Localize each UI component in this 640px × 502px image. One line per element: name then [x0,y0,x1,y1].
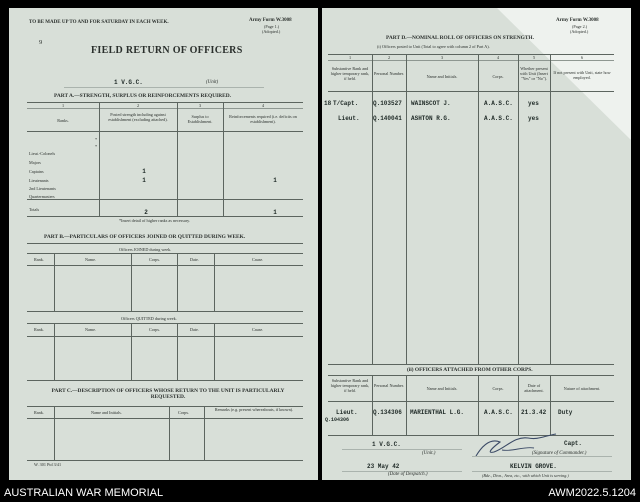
form-title: FIELD RETURN OF OFFICERS [91,45,243,56]
rank-label: 2nd Lieutenants [29,186,56,191]
corps: A.A.S.C. [484,100,513,107]
part-c-title: PART C.—DESCRIPTION OF OFFICERS WHOSE RETURN TO THE UNIT IS PARTICULARLY REQUESTED. [51,388,285,400]
col-rank: Rank. [34,327,44,332]
col-date: Date. [190,257,199,262]
archive-caption: AUSTRALIAN WAR MEMORIAL [4,487,164,499]
total-reinf: 1 [273,209,277,216]
form-number: Army Form W.3008 [249,18,292,23]
col-rank: Rank. [34,257,44,262]
col-head-date: Date of attachment. [524,383,544,393]
top-instruction: TO BE MADE UP TO AND FOR SATURDAY IN EACH WEEK. [29,20,169,25]
name: MARIENTHAL L.G. [410,409,465,416]
col-head-posted: Posted strength including against establishment (excluding attached). [108,112,168,122]
rank-label: Captains [29,169,44,174]
despatch-label: (Date of Despatch.) [388,472,428,477]
col-cause: Cause. [252,327,264,332]
signature-label: (Signature of Commander.) [532,451,587,456]
present: yes [528,115,539,122]
station: KELVIN GROVE. [510,463,557,470]
present: yes [528,100,539,107]
rank: T/Capt. [333,100,359,107]
footnote-a: *Insert detail of higher ranks as necessary. [119,218,191,223]
col-name: Name. [85,257,97,262]
col-head-corps: Corps. [492,386,504,391]
rank-number: Q.104306 [325,417,350,423]
part-a-title: PART A.—STRENGTH, SURPLUS OR REINFORCEMENTS REQUIRED. [54,93,231,99]
col-date: Date. [190,327,199,332]
part-d-title: PART D.—NOMINAL ROLL OF OFFICERS ON STRENGTH. [386,35,534,41]
col-head-name: Name and Initials. [426,74,458,79]
page-number: (Page 1.) [264,24,280,29]
part-b-title: PART B.—PARTICULARS OF OFFICERS JOINED OR QUITTED DURING WEEK. [44,234,246,240]
personal-number: Q.134306 [373,409,402,416]
joined-title: Officers JOINED during week. [119,247,172,252]
col-head-name: Name and Initials. [426,386,458,391]
name: WAINSCOT J. [411,100,451,107]
col-corps: Corps. [149,257,161,262]
unit-value: 1 V.G.C. [114,79,143,86]
name: ASHTON R.G. [411,115,451,122]
quitted-title: Officers QUITTED during week. [121,316,177,321]
adopted-note: (Adopted.) [570,29,589,34]
col-num-2: 2 [136,103,140,108]
col-num-4: 4 [261,103,265,108]
col-head-surplus: Surplus to Establishment. [187,114,213,124]
col-remarks: Remarks (e.g. present whereabouts, if known). [214,407,294,412]
col-head-ranks: Ranks. [57,118,69,123]
footer-unit: 1 V.G.C. [372,441,401,448]
part-d-subtitle: (i) Officers posted to Unit (Total to agree with column 2 of Part A). [377,44,490,49]
col-head-number: Personal Number. [373,71,404,76]
attach-date: 21.3.42 [521,409,547,416]
rank-prefix: 18 [324,100,332,107]
unit-line [64,87,264,88]
form-page-2: Army Form W.3008 (Page 2.) (Adopted.) PART D.—NOMINAL ROLL OF OFFICERS ON STRENGTH. (i) Officers posted to Unit (Total to agree with column 2 of Part A). 1 2 3 4 5 6 Substantive Rank and higher temporary rank, if held. Personal Number. Name and Initials. Corps. Whether present with Unit (Insert "Yes" or "No"). If not present with Unit, state how employed. 18 T/Capt. Q.103527 WAINSCOT J. A.A.S.C. yes Lieut. Q.140041 ASHTON R.G. A.A.S.C. yes (ii) OFFICERS ATTACHED FROM OTHER CORPS. Substantive Rank and higher temporary rank, if held. Personal Number. Name and Initials. Corps. Date of attachment. Nature of attachment. Lieut. Q.104306 Q.134306 MARIENTHAL L.G. A.A.S.C. 21.3.42 Duty 1 V.G.C. (Unit.) 23 May 42 (Date of Despatch.) Capt. (Signature of Commander.) KELVIN GROVE. (Bde., Divn., Area, etc., with which Unit is serving.) [322,8,631,480]
col-head-rank: Substantive Rank and higher temporary rank, if held. [330,66,370,81]
adopted-note: (Adopted.) [262,29,281,34]
personal-number: Q.103527 [373,100,402,107]
col-corps: Corps. [178,410,190,415]
accession-number: AWM2022.5.1204 [548,487,636,499]
signatory-rank: Capt. [564,440,583,447]
col-name: Name. [85,327,97,332]
corps: A.A.S.C. [484,115,513,122]
rank-label: Lieutenants [29,178,49,183]
printer-note: W. 301 Ptd 3/41 [34,462,62,467]
unit-label: (Unit) [206,80,219,85]
reinf-lieutenants: 1 [273,177,277,184]
col-head-nature: Nature of attachment. [563,386,601,391]
rank-label: Quartermasters [29,194,55,199]
personal-number: Q.140041 [373,115,402,122]
col-head-number: Personal Number. [373,383,404,388]
serial-number: 9 [39,39,43,46]
rank-label: Majors [29,160,41,165]
footer-unit-label: (Unit.) [422,451,436,456]
col-num-3: 3 [198,103,202,108]
col-cause: Cause. [252,257,264,262]
col-num-1: 1 [61,103,65,108]
col-rank: Rank. [34,410,44,415]
posted-lieutenants: 1 [142,177,146,184]
rank-label: Lieut.-Colonels [29,151,56,156]
station-label: (Bde., Divn., Area, etc., with which Unit is serving.) [482,473,569,478]
col-head-present: Whether present with Unit (Insert "Yes" or "No"). [520,66,548,81]
corps: A.A.S.C. [484,409,513,416]
totals-label: Totals [29,207,40,212]
col-head-reinforcements: Reinforcements required (i.e. deficits on establishment). [229,114,297,124]
col-head-employed: If not present with Unit, state how employed. [553,70,611,80]
col-head-corps: Corps. [492,74,504,79]
rank: Lieut. [338,115,360,122]
form-number: Army Form W.3008 [556,18,599,23]
attached-title: (ii) OFFICERS ATTACHED FROM OTHER CORPS. [407,367,533,373]
form-page-1: TO BE MADE UP TO AND FOR SATURDAY IN EACH WEEK. Army Form W.3008 (Page 1.) (Adopted.) 9 FIELD RETURN OF OFFICERS 1 V.G.C. (Unit) PART A.—STRENGTH, SURPLUS OR REINFORCEMENTS REQUIRED. 1 2 3 4 Ranks. Posted strength including against establishment (excluding attached). Surplus to Establishment. Reinforcements required (i.e. deficits on establishment). * * Lieut.-Colonels Majors Captains Lieutenants 2nd Lieutenants Quartermasters 1 1 1 Totals 2 1 *Insert detail of higher ranks as necessary. PART B.—PARTICULARS OF OFFICERS JOINED OR QUITTED DURING WEEK. Officers JOINED during week. Rank. Name. Corps. Date. Cause. Officers QUITTED during week. Rank. Name. Corps. Date. Cause. PART C.—DESCRIPTION OF OFFICERS WHOSE RETURN TO THE UNIT IS PARTICULARLY REQUESTED. Rank. Name and Initials. Corps. Remarks (e.g. present whereabouts, if known). W. 301 Ptd 3/41 [9,8,318,480]
page-number: (Page 2.) [572,24,588,29]
posted-captains: 1 [142,168,146,175]
col-corps: Corps. [149,327,161,332]
despatch-date: 23 May 42 [367,463,400,470]
rank: Lieut. [336,409,358,416]
col-head-rank: Substantive Rank and higher temporary rank, if held. [330,378,370,393]
total-posted: 2 [144,209,148,216]
attach-nature: Duty [558,409,573,416]
col-name-initials: Name and Initials. [91,410,122,415]
